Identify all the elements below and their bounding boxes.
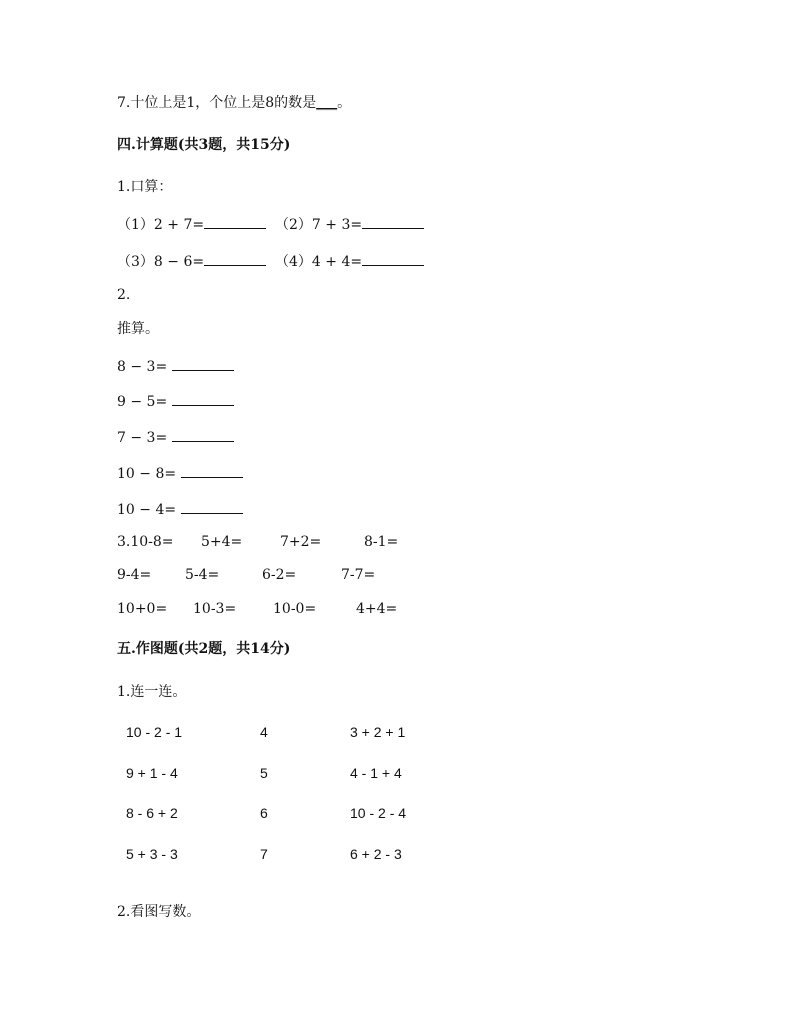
calc-3-cell: 6-2=	[262, 567, 297, 583]
answer-blank[interactable]	[362, 251, 424, 266]
connect-left-item[interactable]: 5 + 3 - 3	[126, 846, 178, 862]
calc-1-title: 1.口算：	[117, 179, 173, 195]
calc-2-item	[117, 391, 234, 411]
item-label: （3）	[117, 254, 154, 270]
calc-3-cell: 5-4=	[185, 567, 220, 583]
item-label: （4）	[275, 254, 312, 270]
connect-left-item[interactable]: 9 + 1 - 4	[126, 765, 178, 781]
calc-2-item	[117, 427, 234, 447]
calc-3-cell: 9-4=	[117, 567, 152, 583]
connect-middle-item[interactable]: 4	[260, 724, 268, 740]
item-expr: 4 + 4=	[311, 254, 363, 270]
answer-blank[interactable]: ___	[316, 95, 338, 111]
calc-3-cell: 4+4=	[356, 601, 398, 617]
answer-blank[interactable]	[204, 214, 266, 229]
calc-1-item	[275, 251, 424, 271]
connect-right-item[interactable]: 6 + 2 - 3	[350, 846, 402, 862]
item-expr: 2 + 7=	[153, 217, 205, 233]
connect-middle-item[interactable]: 5	[260, 765, 268, 781]
calc-2-title: 推算。	[117, 321, 159, 337]
calc-3-cell: 7-7=	[341, 567, 376, 583]
calc-3-cell: 10-0=	[273, 601, 317, 617]
calc-1-item	[117, 214, 266, 234]
item-expr: 8 − 3=	[117, 359, 168, 375]
connect-middle-item[interactable]: 7	[260, 846, 268, 862]
answer-blank[interactable]	[172, 356, 234, 371]
item-expr: 7 − 3=	[117, 430, 168, 446]
connect-right-item[interactable]: 3 + 2 + 1	[350, 724, 406, 740]
question-7	[117, 94, 351, 112]
calc-3-cell: 5+4=	[201, 534, 243, 550]
answer-blank[interactable]	[181, 499, 243, 514]
item-expr: 9 − 5=	[117, 394, 168, 410]
calc-3-cell: 3.10-8=	[117, 534, 174, 550]
section-5-title: 五.作图题(共2题，共14分)	[117, 641, 291, 657]
item-expr: 10 − 4=	[117, 502, 177, 518]
answer-blank[interactable]	[362, 214, 424, 229]
connect-middle-item[interactable]: 6	[260, 805, 268, 821]
question-7-text: 7.十位上是1，个位上是8的数是	[117, 95, 317, 111]
section-4-title: 四.计算题(共3题，共15分)	[117, 137, 291, 153]
item-expr: 10 − 8=	[117, 466, 177, 482]
item-label: （2）	[275, 217, 312, 233]
draw-1-title: 1.连一连。	[117, 684, 187, 700]
item-label: （1）	[117, 217, 154, 233]
calc-2-item	[117, 356, 234, 376]
connect-right-item[interactable]: 10 - 2 - 4	[350, 805, 407, 821]
item-expr: 7 + 3=	[311, 217, 363, 233]
calc-2-item	[117, 463, 243, 483]
answer-blank[interactable]	[181, 463, 243, 478]
answer-blank[interactable]	[204, 251, 266, 266]
answer-blank[interactable]	[172, 427, 234, 442]
answer-blank[interactable]	[172, 391, 234, 406]
item-expr: 8 − 6=	[153, 254, 205, 270]
connect-left-item[interactable]: 10 - 2 - 1	[126, 724, 183, 740]
connect-left-item[interactable]: 8 - 6 + 2	[126, 805, 178, 821]
calc-2-item	[117, 499, 243, 519]
connect-right-item[interactable]: 4 - 1 + 4	[350, 765, 402, 781]
calc-3-cell: 10+0=	[117, 601, 168, 617]
calc-1-item	[117, 251, 266, 271]
draw-2-title: 2.看图写数。	[117, 904, 201, 920]
calc-3-cell: 8-1=	[364, 534, 399, 550]
calc-2-number: 2.	[117, 287, 131, 303]
question-7-end: 。	[337, 95, 352, 111]
calc-1-item	[275, 214, 424, 234]
calc-3-cell: 10-3=	[193, 601, 237, 617]
calc-3-cell: 7+2=	[280, 534, 322, 550]
